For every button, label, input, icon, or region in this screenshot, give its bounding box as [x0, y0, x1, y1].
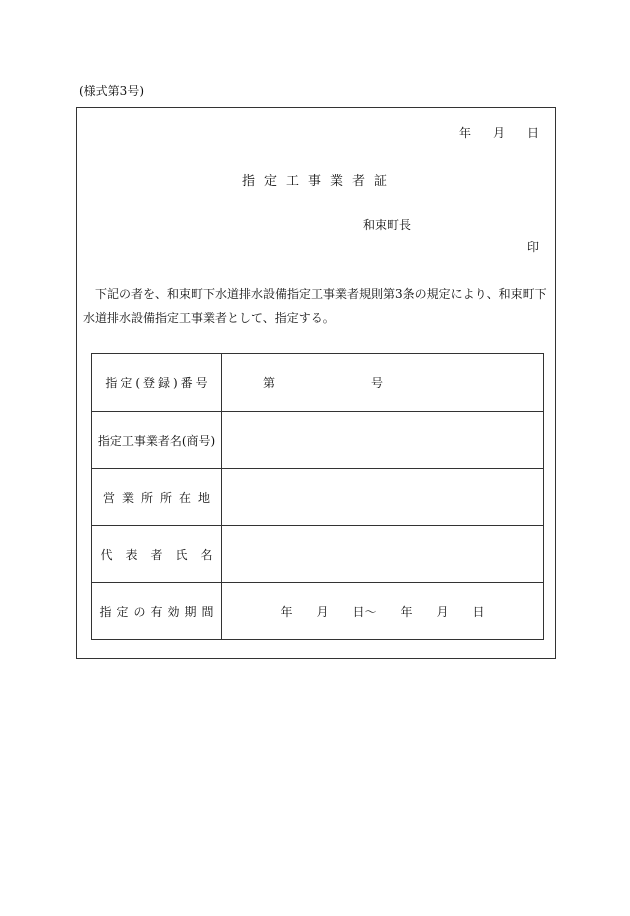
- office-address-value: [222, 469, 543, 525]
- table-row-registration-number: [92, 354, 543, 411]
- registration-number-suffix: 号: [371, 376, 384, 390]
- registration-number-label: 指定(登録)番号: [92, 354, 222, 411]
- company-name-label: 指定工事業者名(商号): [92, 412, 222, 468]
- date-year-label: 年: [458, 126, 471, 140]
- designation-statement: 下記の者を、和束町下水道排水設備指定工事業者規則第3条の規定により、和束町下水道排水設備指定工事業者として、指定する。: [83, 287, 547, 325]
- table-row-company-name: [92, 411, 543, 468]
- representative-label: 代表者氏名: [92, 526, 222, 582]
- date-day-label: 日: [526, 126, 539, 140]
- validity-period-value: [222, 583, 543, 639]
- issue-date: [459, 124, 539, 141]
- certificate-frame: [76, 107, 556, 659]
- certificate-title: 指定工事業者証: [241, 174, 396, 189]
- representative-value: [222, 526, 543, 582]
- table-row-office-address: [92, 468, 543, 525]
- table-row-validity-period: [92, 582, 543, 639]
- registration-number-value: [222, 354, 543, 411]
- date-month-label: 月: [492, 126, 505, 140]
- details-table: [91, 353, 544, 640]
- company-name-value: [222, 412, 543, 468]
- validity-period-text: 年 月 日～ 年 月 日: [280, 604, 485, 619]
- seal-mark: 印: [526, 240, 539, 254]
- table-row-representative: [92, 525, 543, 582]
- registration-number-prefix: 第: [263, 376, 276, 390]
- form-number: (様式第3号): [79, 84, 144, 98]
- office-address-label: 営業所所在地: [92, 469, 222, 525]
- issuer-name: 和束町長: [363, 218, 412, 232]
- validity-period-label: 指定の有効期間: [92, 583, 222, 639]
